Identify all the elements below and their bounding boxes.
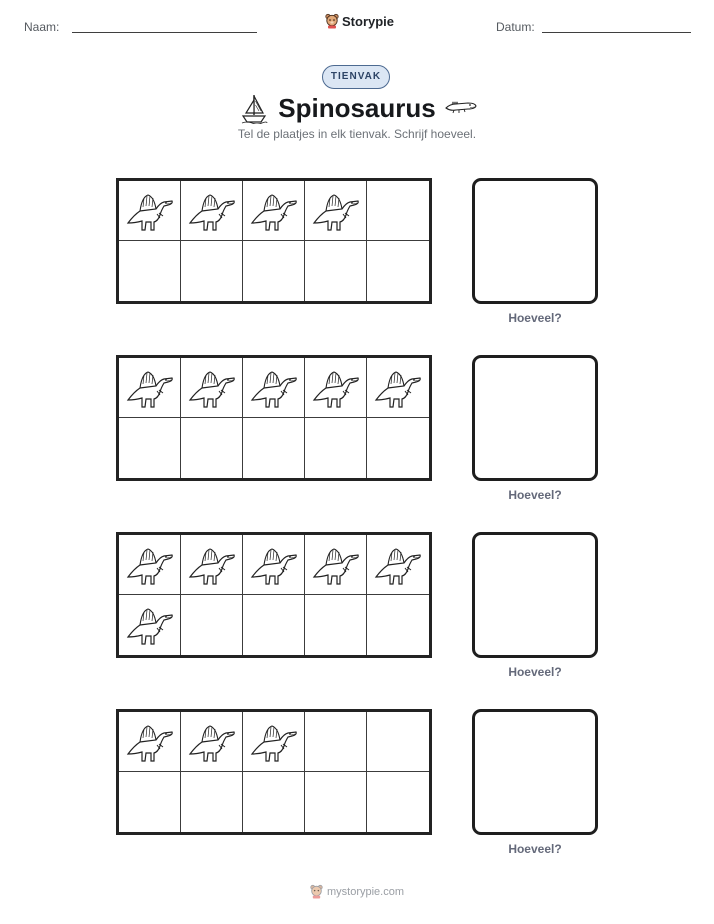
ten-frame-cell <box>181 241 243 301</box>
spinosaurus-icon <box>374 543 422 587</box>
answer-box[interactable] <box>472 532 598 658</box>
ten-frame-cell <box>181 181 243 241</box>
spinosaurus-icon <box>250 543 298 587</box>
spinosaurus-icon <box>126 189 174 233</box>
ten-frame-cell <box>243 418 305 478</box>
ten-frame-cell <box>243 358 305 418</box>
ten-frame-cell <box>243 712 305 772</box>
ten-frame-cell <box>119 418 181 478</box>
exercise-2 <box>0 355 714 515</box>
ten-frame-cell <box>243 772 305 832</box>
date-label: Datum: <box>496 20 535 34</box>
answer-box[interactable] <box>472 355 598 481</box>
ten-frame-cell <box>305 772 367 832</box>
name-label: Naam: <box>24 20 60 34</box>
exercise-1 <box>0 178 714 338</box>
ten-frame-cell <box>305 535 367 595</box>
ten-frame-cell <box>119 535 181 595</box>
spinosaurus-icon <box>312 366 360 410</box>
ten-frame-cell <box>119 712 181 772</box>
spinosaurus-icon <box>250 189 298 233</box>
ten-frame-cell <box>119 358 181 418</box>
ten-frame-cell <box>181 418 243 478</box>
ten-frame-cell <box>305 358 367 418</box>
tienvak-badge: TIENVAK <box>322 65 390 89</box>
ten-frame-cell <box>119 595 181 655</box>
date-write-line[interactable] <box>542 32 691 33</box>
name-write-line[interactable] <box>72 32 257 33</box>
brand-logo <box>325 13 394 29</box>
ten-frame-cell <box>367 595 429 655</box>
instructions: Tel de plaatjes in elk tienvak. Schrijf hoeveel. <box>237 127 477 141</box>
ten-frame-cell <box>305 241 367 301</box>
crocodile-icon <box>444 98 478 121</box>
answer-box[interactable] <box>472 178 598 304</box>
spinosaurus-icon <box>126 543 174 587</box>
ten-frame-cell <box>305 712 367 772</box>
ten-frame <box>116 178 432 304</box>
ten-frame-cell <box>367 772 429 832</box>
ten-frame-cell <box>243 241 305 301</box>
exercise-4 <box>0 709 714 869</box>
brand-name: Storypie <box>342 13 395 29</box>
answer-label: Hoeveel? <box>508 311 562 325</box>
ten-frame-cell <box>305 181 367 241</box>
ten-frame-cell <box>367 241 429 301</box>
answer-label: Hoeveel? <box>508 488 562 502</box>
ten-frame-cell <box>367 535 429 595</box>
page-title: Spinosaurus <box>278 93 436 123</box>
ten-frame-cell <box>181 772 243 832</box>
ten-frame-cell <box>367 181 429 241</box>
ten-frame <box>116 709 432 835</box>
footer-url: mystorypie.com <box>326 885 405 898</box>
bear-mascot-icon <box>325 13 339 29</box>
answer-label: Hoeveel? <box>508 842 562 856</box>
spinosaurus-icon <box>126 720 174 764</box>
spinosaurus-icon <box>188 366 236 410</box>
ten-frame-cell <box>243 181 305 241</box>
ten-frame-cell <box>181 358 243 418</box>
answer-label: Hoeveel? <box>508 665 562 679</box>
ten-frame-cell <box>305 595 367 655</box>
spinosaurus-icon <box>312 189 360 233</box>
bear-mascot-icon <box>310 884 323 899</box>
ten-frame-cell <box>367 712 429 772</box>
ten-frame-cell <box>119 181 181 241</box>
answer-box[interactable] <box>472 709 598 835</box>
spinosaurus-icon <box>126 603 174 647</box>
spinosaurus-icon <box>188 189 236 233</box>
spinosaurus-icon <box>188 720 236 764</box>
ten-frame-cell <box>119 241 181 301</box>
ten-frame-cell <box>181 535 243 595</box>
ten-frame-cell <box>243 535 305 595</box>
footer <box>0 884 714 899</box>
spinosaurus-icon <box>126 366 174 410</box>
spinosaurus-icon <box>250 720 298 764</box>
ten-frame-cell <box>243 595 305 655</box>
ten-frame-cell <box>181 595 243 655</box>
spinosaurus-icon <box>188 543 236 587</box>
spinosaurus-icon <box>374 366 422 410</box>
ten-frame-cell <box>181 712 243 772</box>
exercise-3 <box>0 532 714 692</box>
ten-frame-cell <box>305 418 367 478</box>
ten-frame <box>116 532 432 658</box>
ten-frame-cell <box>367 418 429 478</box>
ten-frame-cell <box>119 772 181 832</box>
ten-frame-cell <box>367 358 429 418</box>
spinosaurus-icon <box>250 366 298 410</box>
spinosaurus-icon <box>312 543 360 587</box>
title-row <box>0 90 714 126</box>
ten-frame <box>116 355 432 481</box>
